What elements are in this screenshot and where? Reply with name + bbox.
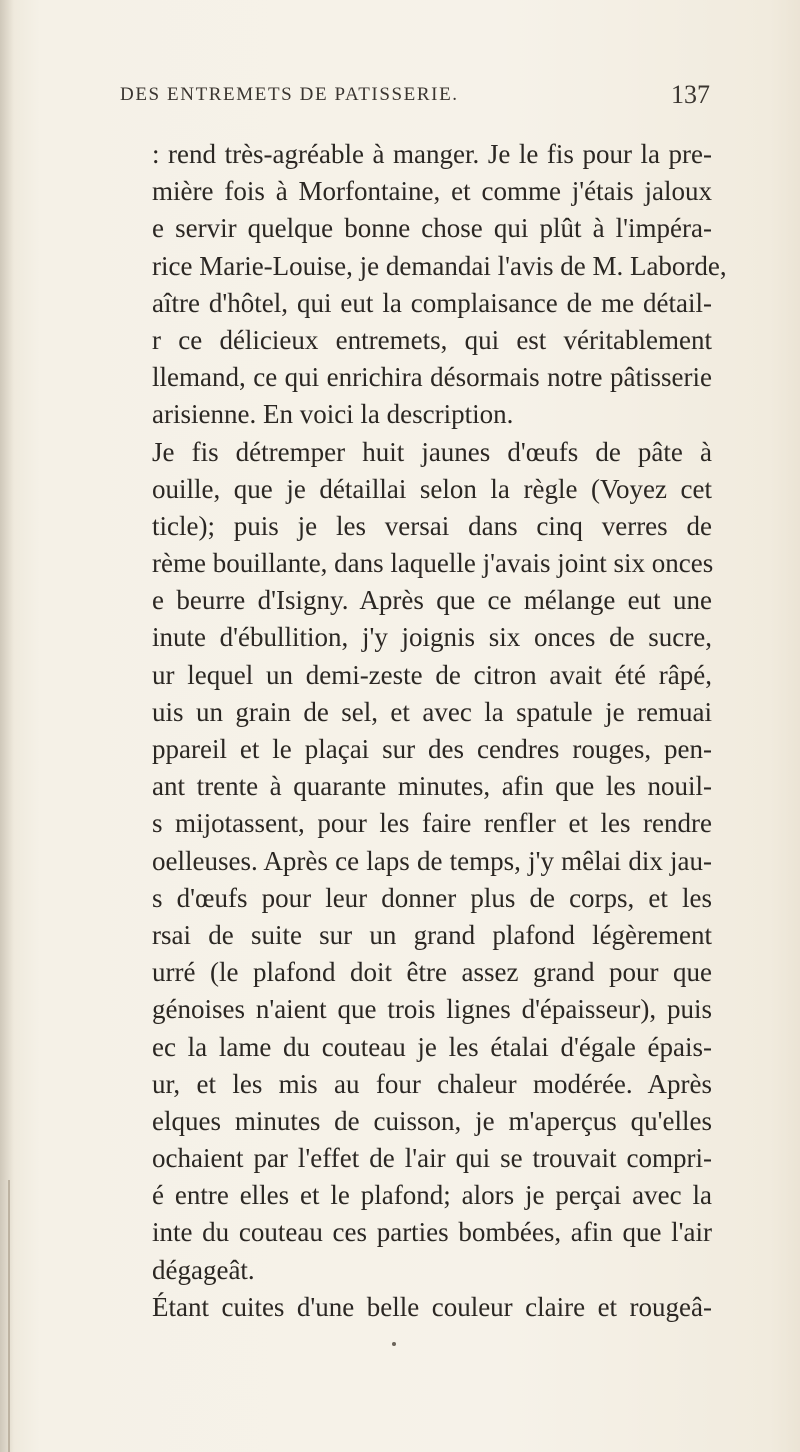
running-title: DES ENTREMETS DE PATISSERIE. <box>120 84 459 105</box>
paper-speck <box>392 1342 396 1346</box>
text-line: elques minutes de cuisson, je m'aperçus qu'elles <box>152 1105 712 1136</box>
text-line: uis un grain de sel, et avec la spatule je remuai <box>152 696 712 727</box>
running-head <box>120 80 710 120</box>
text-line: inute d'ébullition, j'y joignis six onces de sucre, <box>152 622 712 653</box>
text-line: ur, et les mis au four chaleur modérée. Après <box>152 1068 712 1099</box>
text-line: dégageât. <box>152 1254 255 1285</box>
text-line: ouille, que je détaillai selon la règle (Voyez cet <box>152 473 712 504</box>
text-line: inte du couteau ces parties bombées, afin que l'air <box>152 1217 712 1248</box>
text-line: ppareil et le plaçai sur des cendres rouges, pen- <box>152 734 712 764</box>
text-line: aître d'hôtel, qui eut la complaisance de me détail- <box>152 287 712 318</box>
text-line-paragraph-start: Étant cuites d'une belle couleur claire et rougeâ- <box>152 1291 712 1322</box>
text-line: s mijotassent, pour les faire renfler et les rendre <box>152 808 712 839</box>
text-line: rsai de suite sur un grand plafond légèrement <box>152 919 712 950</box>
text-line: rème bouillante, dans laquelle j'avais joint six onces <box>152 548 714 579</box>
text-line: ochaient par l'effet de l'air qui se trouvait compri- <box>152 1143 712 1174</box>
body-text <box>152 136 727 1326</box>
text-line: mière fois à Morfontaine, et comme j'étais jaloux <box>152 176 712 207</box>
text-line: r ce délicieux entremets, qui est véritablement <box>152 324 712 355</box>
page-gutter-shadow <box>0 0 14 1452</box>
text-line: génoises n'aient que trois lignes d'épaisseur), puis <box>152 994 712 1025</box>
text-line-paragraph-start: Je fis détremper huit jaunes d'œufs de pâte à <box>152 436 712 467</box>
text-line: oelleuses. Après ce laps de temps, j'y mêlai dix jau- <box>152 845 712 876</box>
text-line: : rend très-agréable à manger. Je le fis pour la pre- <box>152 139 712 169</box>
text-line: e servir quelque bonne chose qui plût à l'impéra- <box>152 213 712 244</box>
text-line: ur lequel un demi-zeste de citron avait été râpé, <box>152 659 712 690</box>
text-line: ec la lame du couteau je les étalai d'égale épais- <box>152 1031 712 1062</box>
page-edge-line <box>8 1180 10 1452</box>
text-line: s d'œufs pour leur donner plus de corps, et les <box>152 882 712 913</box>
page-number: 137 <box>671 80 710 109</box>
text-line: ant trente à quarante minutes, afin que les nouil- <box>152 771 712 802</box>
text-line: rice Marie-Louise, je demandai l'avis de M. Laborde, <box>152 250 727 281</box>
text-line: é entre elles et le plafond; alors je perçai avec la <box>152 1180 712 1211</box>
text-line: llemand, ce qui enrichira désormais notre pâtisserie <box>152 362 712 393</box>
text-line: e beurre d'Isigny. Après que ce mélange eut une <box>152 585 712 616</box>
text-line: ticle); puis je les versai dans cinq verres de <box>152 510 712 541</box>
text-line: arisienne. En voici la description. <box>152 399 514 430</box>
text-line: urré (le plafond doit être assez grand pour que <box>152 957 712 988</box>
